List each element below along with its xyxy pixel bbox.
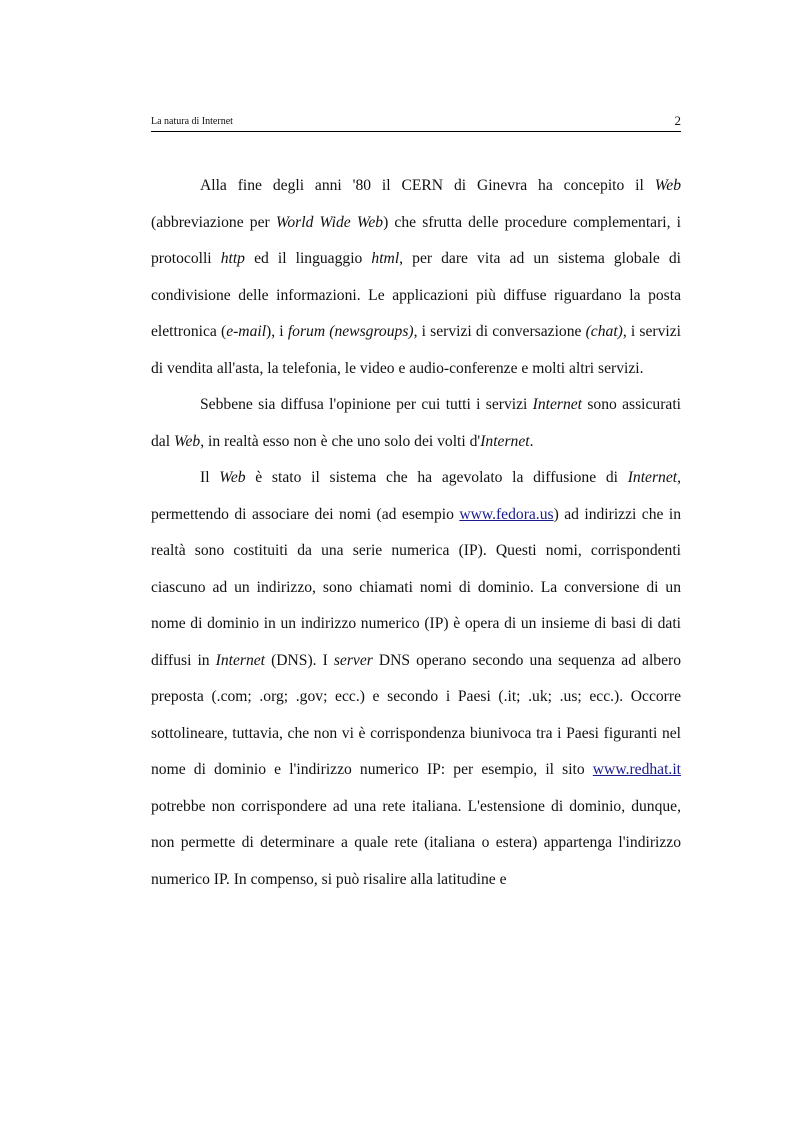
italic-term: e-mail	[226, 323, 267, 340]
italic-term: Web	[219, 469, 246, 486]
text-run: , per dare vita ad un sistema globale di condivisione delle informazioni. Le applicazioni più diffuse riguardano la posta elettronica (	[151, 250, 681, 340]
text-run: potrebbe non corrispondere ad una rete italiana. L'estensione di dominio, dunque, non permette di determinare a quale rete (italiana o estera) appartenga l'indirizzo numerico IP. In compenso, si può risalire alla latitudine e	[151, 797, 681, 888]
italic-term: Web	[173, 432, 201, 450]
text-run: , permettendo di associare dei nomi (ad esempio	[151, 469, 681, 523]
paragraph	[151, 168, 681, 387]
text-run: sono assicurati dal	[151, 396, 681, 450]
italic-term: Internet	[627, 469, 678, 486]
italic-term: World Wide Web	[275, 213, 384, 231]
text-run: ed il linguaggio	[244, 250, 372, 267]
link-fedora[interactable]: www.fedora.us	[459, 505, 554, 523]
text-run: DNS operano secondo una sequenza ad albero preposta (.com; .org; .gov; ecc.) e secondo i Paesi (.it; .uk; .us; ecc.). Occorre sottolineare, tuttavia, che non vi è corrispondenza biunivoca tra i Paesi figuranti nel nome di dominio e l'indirizzo numerico IP: per esempio, il sito	[151, 651, 681, 778]
running-header	[151, 113, 681, 132]
text-run: (abbreviazione per	[151, 213, 276, 231]
text-run: (DNS). I	[265, 651, 334, 669]
italic-term: Internet	[215, 651, 266, 669]
text-run: , in realtà esso non è che uno solo dei volti d'	[200, 432, 481, 450]
text-run: , i servizi di conversazione	[413, 323, 586, 340]
body-text	[151, 168, 681, 898]
italic-term: Internet	[532, 396, 583, 413]
italic-term: server	[333, 651, 373, 669]
text-run: Alla fine degli anni '80 il CERN di Ginevra ha concepito il	[200, 177, 655, 194]
text-run: ) che sfrutta delle procedure complementari, i protocolli	[151, 213, 681, 267]
text-run: è stato il sistema che ha agevolato la diffusione di	[245, 469, 628, 486]
running-header-title: La natura di Internet	[151, 116, 233, 127]
text-run: ) ad indirizzi che in realtà sono costituiti da una serie numerica (IP). Questi nomi, corrispondenti ciascuno ad un indirizzo, sono chiamati nomi di dominio. La conversione di un nome di dominio in un indirizzo numerico (IP) è opera di un insieme di basi di dati diffusi in	[151, 505, 681, 669]
italic-term: http	[220, 250, 245, 267]
paragraph	[151, 387, 681, 460]
text-run: .	[529, 432, 534, 450]
italic-term: Internet	[480, 432, 530, 450]
paragraph	[151, 460, 681, 898]
text-run: Il	[200, 469, 220, 486]
text-run: ), i	[266, 323, 288, 340]
italic-term: Web	[654, 177, 681, 194]
italic-term: html	[371, 250, 400, 267]
italic-term: forum (newsgroups)	[287, 323, 414, 340]
page-number: 2	[674, 113, 681, 128]
link-redhat[interactable]: www.redhat.it	[592, 761, 681, 778]
text-run: , i servizi di vendita all'asta, la telefonia, le video e audio-conferenze e molti altri servizi.	[151, 323, 681, 377]
text-run: Sebbene sia diffusa l'opinione per cui tutti i servizi	[200, 396, 533, 413]
italic-term: (chat)	[585, 323, 623, 340]
